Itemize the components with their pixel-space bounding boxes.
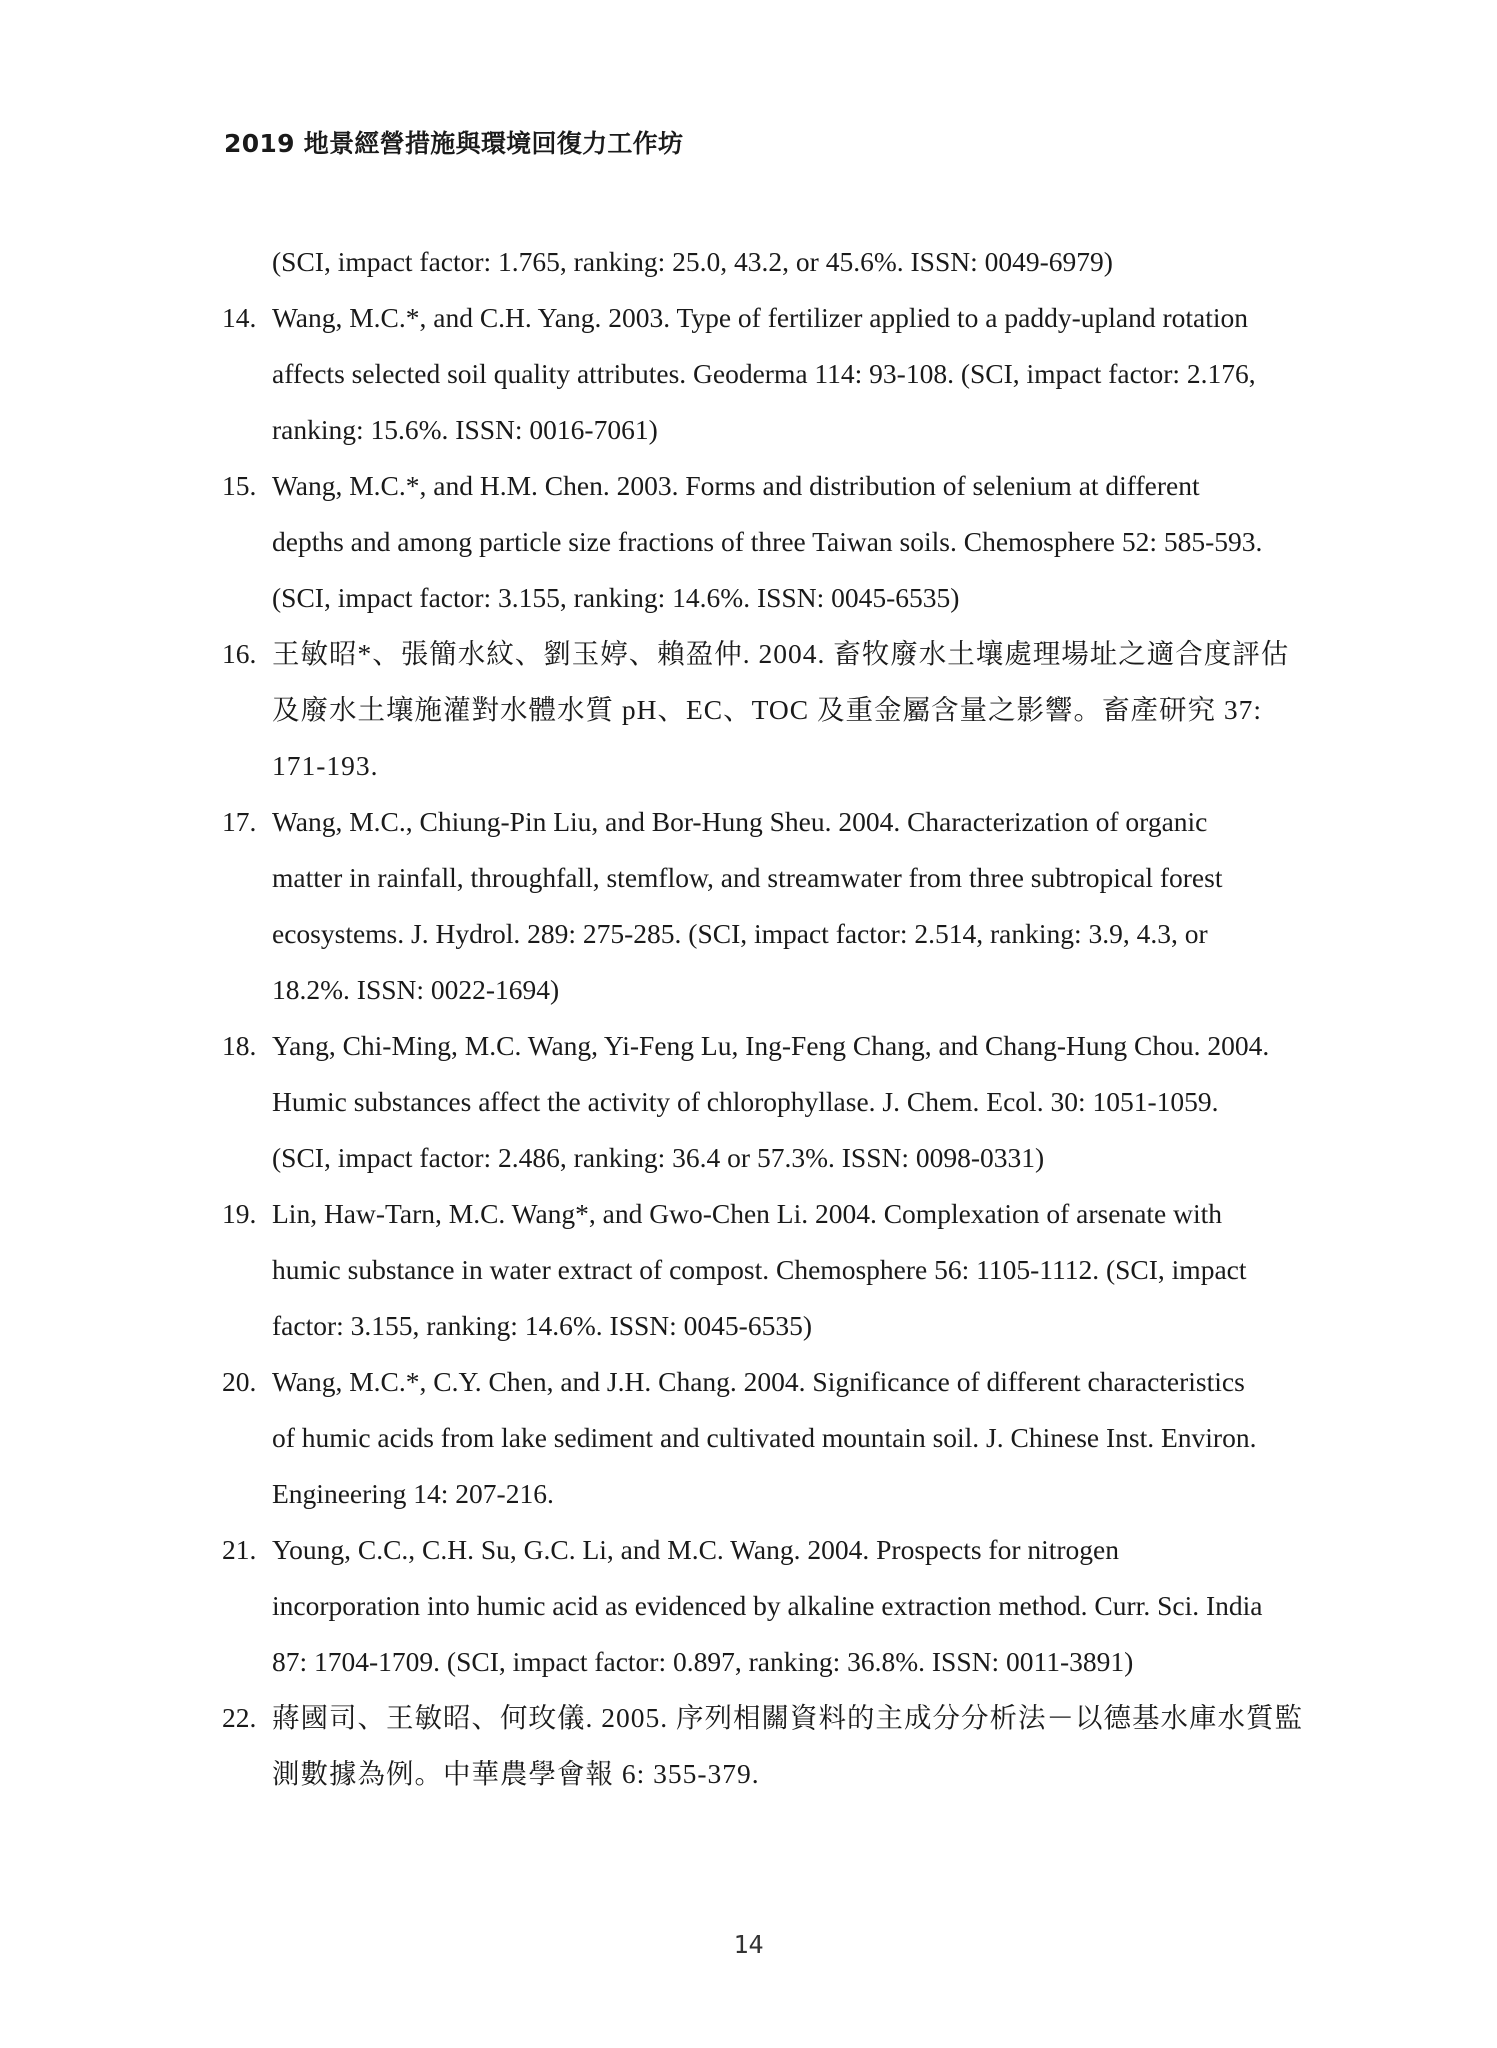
reference-item-19 (222, 1186, 1312, 1354)
reference-line: Wang, M.C.*, and C.H. Yang. 2003. Type of fertilizer applied to a paddy-upland rotation (272, 302, 1249, 333)
reference-line: Yang, Chi-Ming, M.C. Wang, Yi-Feng Lu, Ing-Feng Chang, and Chang-Hung Chou. 2004. (272, 1030, 1270, 1061)
reference-line: Humic substances affect the activity of chlorophyllase. J. Chem. Ecol. 30: 1051-1059. (272, 1086, 1219, 1117)
reference-line: depths and among particle size fractions of three Taiwan soils. Chemosphere 52: 585-593. (272, 526, 1263, 557)
reference-line: Engineering 14: 207-216. (272, 1478, 554, 1509)
reference-line: Wang, M.C., Chiung-Pin Liu, and Bor-Hung Sheu. 2004. Characterization of organic (272, 806, 1208, 837)
reference-item-22 (222, 1690, 1312, 1802)
reference-item-15 (222, 458, 1312, 626)
reference-item-16 (222, 626, 1312, 794)
reference-line: 171-193. (272, 750, 379, 781)
reference-line: 王敏昭*、張簡水紋、劉玉婷、賴盈仲. 2004. 畜牧廢水土壤處理場址之適合度評估 (272, 638, 1290, 669)
reference-line: affects selected soil quality attributes. Geoderma 114: 93-108. (SCI, impact factor: 2.176, (272, 358, 1256, 389)
reference-number: 22. (222, 1702, 257, 1733)
reference-number: 18. (222, 1030, 257, 1061)
reference-number: 20. (222, 1366, 257, 1397)
reference-line: (SCI, impact factor: 1.765, ranking: 25.0, 43.2, or 45.6%. ISSN: 0049-6979) (272, 246, 1113, 277)
reference-number: 21. (222, 1534, 257, 1565)
reference-line: humic substance in water extract of compost. Chemosphere 56: 1105-1112. (SCI, impact (272, 1254, 1247, 1285)
reference-item-17 (222, 794, 1312, 1018)
reference-line: matter in rainfall, throughfall, stemflow, and streamwater from three subtropical forest (272, 862, 1223, 893)
reference-line: factor: 3.155, ranking: 14.6%. ISSN: 0045-6535) (272, 1310, 812, 1341)
reference-number: 19. (222, 1198, 257, 1229)
reference-item-20 (222, 1354, 1312, 1522)
reference-line: Lin, Haw-Tarn, M.C. Wang*, and Gwo-Chen Li. 2004. Complexation of arsenate with (272, 1198, 1223, 1229)
reference-line: ecosystems. J. Hydrol. 289: 275-285. (SCI, impact factor: 2.514, ranking: 3.9, 4.3, or (272, 918, 1208, 949)
reference-line: Wang, M.C.*, C.Y. Chen, and J.H. Chang. 2004. Significance of different characteristics (272, 1366, 1245, 1397)
reference-number: 15. (222, 470, 257, 501)
reference-list (222, 234, 1312, 1802)
reference-line: 87: 1704-1709. (SCI, impact factor: 0.897, ranking: 36.8%. ISSN: 0011-3891) (272, 1646, 1134, 1677)
reference-number: 16. (222, 638, 257, 669)
reference-line: incorporation into humic acid as evidenced by alkaline extraction method. Curr. Sci. India (272, 1590, 1263, 1621)
reference-line: 及廢水土壤施灌對水體水質 pH、EC、TOC 及重金屬含量之影響。畜產研究 37: (272, 694, 1263, 725)
reference-continuation (222, 234, 1312, 290)
reference-number: 14. (222, 302, 257, 333)
reference-item-21 (222, 1522, 1312, 1690)
reference-line: (SCI, impact factor: 2.486, ranking: 36.4 or 57.3%. ISSN: 0098-0331) (272, 1142, 1045, 1173)
reference-line: of humic acids from lake sediment and cultivated mountain soil. J. Chinese Inst. Environ. (272, 1422, 1257, 1453)
reference-line: Young, C.C., C.H. Su, G.C. Li, and M.C. Wang. 2004. Prospects for nitrogen (272, 1534, 1120, 1565)
reference-item-18 (222, 1018, 1312, 1186)
reference-line: (SCI, impact factor: 3.155, ranking: 14.6%. ISSN: 0045-6535) (272, 582, 960, 613)
reference-number: 17. (222, 806, 257, 837)
reference-line: 18.2%. ISSN: 0022-1694) (272, 974, 560, 1005)
page-number: 14 (733, 1930, 764, 1959)
page-header-title: 2019 地景經營措施與環境回復力工作坊 (224, 129, 684, 158)
reference-item-14 (222, 290, 1312, 458)
reference-line: ranking: 15.6%. ISSN: 0016-7061) (272, 414, 658, 445)
reference-line: 測數據為例。中華農學會報 6: 355-379. (272, 1758, 760, 1789)
reference-line: Wang, M.C.*, and H.M. Chen. 2003. Forms and distribution of selenium at different (272, 470, 1200, 501)
reference-line: 蔣國司、王敏昭、何玫儀. 2005. 序列相關資料的主成分分析法－以德基水庫水質監 (272, 1702, 1303, 1733)
